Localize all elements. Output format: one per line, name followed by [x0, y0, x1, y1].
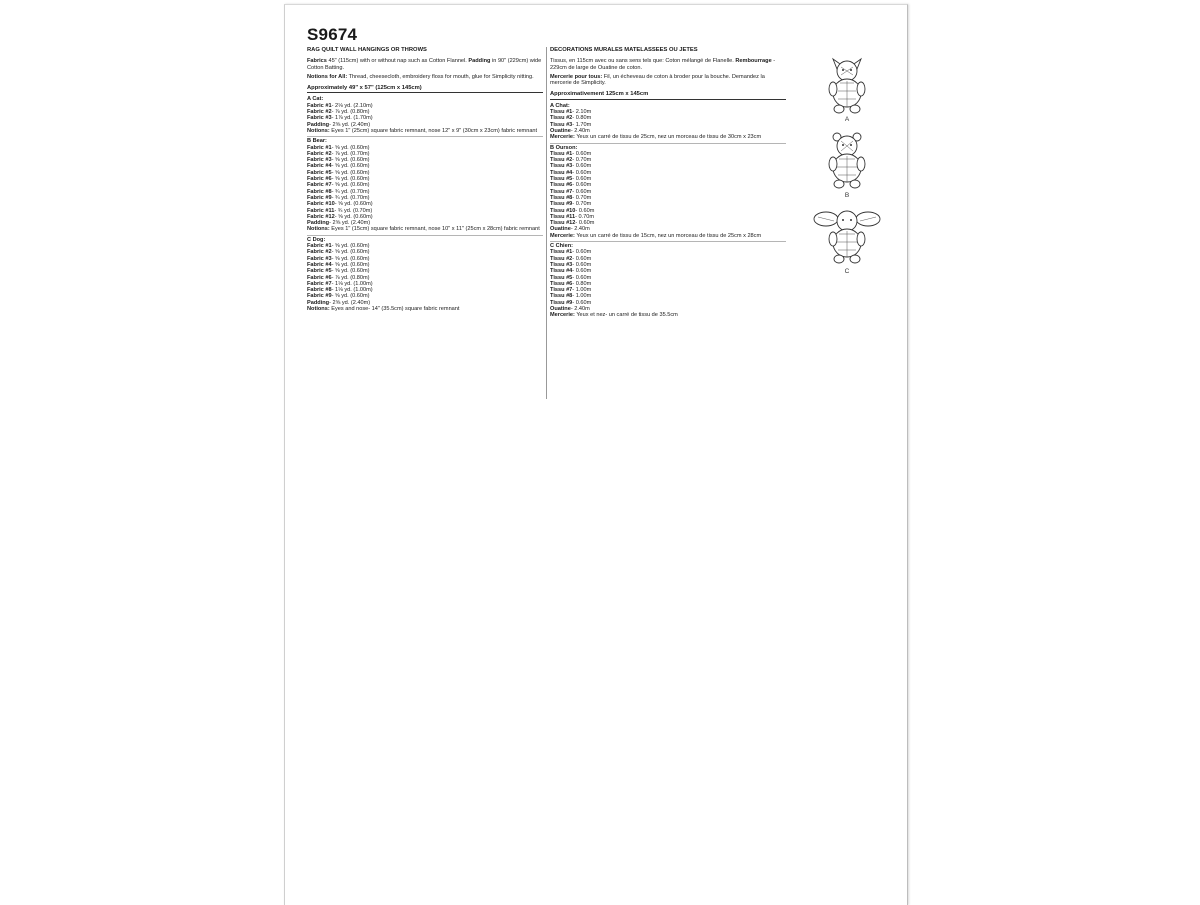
- yardage-value: - 0.60m: [572, 163, 592, 170]
- yardage-value: - ¾ yd. (0.70m): [331, 194, 370, 201]
- english-section: [307, 235, 543, 313]
- section-notions: [307, 306, 543, 312]
- yardage-value: - ⅝ yd. (0.60m): [331, 255, 370, 262]
- section-notions: [550, 134, 786, 140]
- section-notions: [307, 128, 543, 134]
- yardage-value: - 0.70m: [572, 194, 592, 201]
- yardage-value: - 0.60m: [572, 150, 592, 157]
- yardage-value: - 2⅝ yd. (2.40m): [329, 299, 371, 306]
- yardage-label: Tissu #6: [550, 280, 573, 287]
- yardage-value: - 0.60m: [575, 220, 595, 227]
- yardage-label: Padding: [307, 121, 330, 128]
- yardage-value: - ⅞ yd. (0.80m): [331, 109, 370, 116]
- figure-a-label: A: [844, 116, 850, 123]
- yardage-label: Fabric #6: [307, 274, 332, 281]
- yardage-value: - 1.70m: [572, 121, 592, 128]
- yardage-value: - 0.60m: [575, 207, 595, 214]
- yardage-label: Fabric #5: [307, 169, 332, 176]
- yardage-value: - 0.70m: [575, 213, 595, 220]
- yardage-label: Fabric #11: [307, 207, 335, 214]
- yardage-value: - 2⅝ yd. (2.40m): [329, 121, 371, 128]
- french-section: [550, 241, 786, 319]
- yardage-label: Tissu #1: [550, 150, 573, 157]
- section-title: A Chat:: [550, 102, 570, 109]
- section-notions: [550, 233, 786, 239]
- yardage-value: - ⅝ yd. (0.60m): [331, 243, 370, 250]
- french-column: [550, 47, 786, 319]
- yardage-value: - ⅝ yd. (0.60m): [331, 157, 370, 164]
- yardage-value: - ¾ yd. (0.70m): [331, 188, 370, 195]
- english-approx-header: Approximately 49" x 57" (125cm x 145cm): [307, 85, 543, 93]
- yardage-value: - ⅝ yd. (0.60m): [334, 201, 373, 208]
- yardage-value: - 1⅛ yd. (1.00m): [331, 287, 373, 294]
- yardage-value: - ⅞ yd. (0.70m): [331, 150, 370, 157]
- french-section: [550, 143, 786, 239]
- yardage-label: Fabric #7: [307, 182, 332, 189]
- yardage-label: Fabric #5: [307, 268, 332, 275]
- yardage-value: - 2.10m: [572, 109, 592, 116]
- yardage-label: Fabric #12: [307, 213, 335, 220]
- yardage-label: Fabric #1: [307, 243, 332, 250]
- yardage-label: Tissu #2: [550, 115, 573, 122]
- english-sections: [307, 95, 543, 312]
- french-padding-label: Rembourrage: [735, 58, 772, 65]
- cat-quilt-icon: [823, 53, 871, 115]
- yardage-value: - 0.70m: [572, 157, 592, 164]
- yardage-label: Tissu #11: [550, 213, 576, 220]
- yardage-value: - 1⅞ yd. (1.70m): [331, 115, 373, 122]
- yardage-value: - ⅝ yd. (0.60m): [331, 163, 370, 170]
- yardage-label: Fabric #2: [307, 150, 332, 157]
- figure-a: [805, 53, 889, 123]
- french-section: [550, 102, 786, 141]
- section-title: C Dog:: [307, 236, 326, 243]
- yardage-label: Tissu #3: [550, 261, 573, 268]
- yardage-label: Tissu #5: [550, 176, 573, 183]
- yardage-value: - ⅝ yd. (0.60m): [331, 176, 370, 183]
- yardage-label: Fabric #9: [307, 293, 332, 300]
- yardage-label: Tissu #7: [550, 188, 573, 195]
- yardage-label: Tissu #10: [550, 207, 576, 214]
- french-notions-label: Mercerie pour tous:: [550, 73, 603, 80]
- yardage-value: - ⅝ yd. (0.60m): [331, 169, 370, 176]
- section-title: A Cat:: [307, 96, 324, 103]
- french-title: DECORATIONS MURALES MATELASSEES OU JETES: [550, 47, 698, 53]
- pattern-envelope-page: [284, 4, 908, 905]
- yardage-value: - 1.00m: [572, 293, 592, 300]
- yardage-value: - 0.60m: [572, 268, 592, 275]
- yardage-label: Fabric #9: [307, 194, 332, 201]
- yardage-label: Fabric #8: [307, 188, 332, 195]
- yardage-value: - 1⅛ yd. (1.00m): [331, 280, 373, 287]
- yardage-value: - 0.60m: [572, 249, 592, 256]
- french-notions-paragraph: [550, 74, 786, 87]
- yardage-value: - 2.40m: [570, 226, 590, 233]
- yardage-value: - 2⅝ yd. (2.40m): [329, 220, 371, 227]
- yardage-label: Fabric #3: [307, 115, 332, 122]
- yardage-value: - 0.80m: [572, 280, 592, 287]
- yardage-label: Tissu #8: [550, 194, 573, 201]
- yardage-label: Padding: [307, 220, 330, 227]
- section-title: B Bear:: [307, 138, 327, 145]
- yardage-value: - 0.60m: [572, 188, 592, 195]
- yardage-label: Fabric #2: [307, 249, 332, 256]
- yardage-label: Ouatine: [550, 226, 571, 233]
- column-divider: [546, 47, 547, 399]
- yardage-label: Tissu #2: [550, 157, 573, 164]
- figure-c: [805, 205, 889, 275]
- english-fabrics-label: Fabrics: [307, 58, 327, 65]
- figure-b-label: B: [844, 192, 850, 199]
- yardage-label: Fabric #2: [307, 109, 332, 116]
- section-title: C Chien:: [550, 243, 573, 250]
- figure-column: [805, 53, 889, 281]
- yardage-label: Tissu #8: [550, 293, 573, 300]
- yardage-value: - 2⅛ yd. (2.10m): [331, 102, 373, 109]
- yardage-label: Fabric #6: [307, 176, 332, 183]
- yardage-value: - ⅝ yd. (0.60m): [331, 249, 370, 256]
- yardage-value: - ⅝ yd. (0.60m): [334, 213, 373, 220]
- yardage-label: Tissu #3: [550, 121, 573, 128]
- yardage-value: - 1.00m: [572, 287, 592, 294]
- yardage-value: - 2.40m: [570, 127, 590, 134]
- yardage-value: - 0.60m: [572, 261, 592, 268]
- section-notions-label: Notions:: [307, 226, 330, 233]
- section-notions-label: Mercerie:: [550, 312, 575, 319]
- section-notions-label: Mercerie:: [550, 232, 575, 239]
- section-notions-text: Eyes 1" (25cm) square fabric remnant, nose 12" x 9" (30cm x 23cm) fabric remnant: [329, 127, 538, 134]
- section-notions-label: Notions:: [307, 127, 330, 134]
- yardage-label: Tissu #1: [550, 249, 573, 256]
- yardage-label: Tissu #12: [550, 220, 576, 227]
- figure-b: [805, 129, 889, 199]
- english-notions-paragraph: [307, 74, 543, 80]
- yardage-label: Tissu #4: [550, 169, 573, 176]
- section-notions-text: Eyes and nose- 14" (35.5cm) square fabric remnant: [329, 305, 460, 312]
- english-notions-text: Thread, cheesecloth, embroidery floss for mouth, glue for Simplicity nitting.: [347, 73, 534, 80]
- english-section: [307, 95, 543, 134]
- yardage-label: Fabric #1: [307, 102, 332, 109]
- english-fabrics-text: 45" (115cm) with or without nap such as Cotton Flannel.: [326, 58, 469, 65]
- section-notions-text: Yeux un carré de tissu de 15cm, nez un morceau de tissu de 25cm x 28cm: [574, 232, 762, 239]
- yardage-value: - 0.60m: [572, 274, 592, 281]
- yardage-label: Fabric #3: [307, 157, 332, 164]
- yardage-label: Fabric #3: [307, 255, 332, 262]
- english-fabrics-paragraph: [307, 58, 543, 71]
- yardage-label: Fabric #10: [307, 201, 335, 208]
- yardage-value: - 2.40m: [570, 305, 590, 312]
- yardage-label: Tissu #9: [550, 201, 573, 208]
- yardage-label: Tissu #3: [550, 163, 573, 170]
- english-notions-label: Notions for All:: [307, 73, 348, 80]
- yardage-label: Tissu #4: [550, 268, 573, 275]
- yardage-label: Tissu #6: [550, 182, 573, 189]
- french-fabrics-paragraph: [550, 58, 786, 71]
- section-notions-label: Mercerie:: [550, 134, 575, 141]
- yardage-label: Padding: [307, 299, 330, 306]
- english-padding-text: in 90" (229cm) wide Cotton Batting.: [307, 58, 542, 71]
- yardage-label: Fabric #8: [307, 287, 332, 294]
- yardage-label: Tissu #9: [550, 299, 573, 306]
- yardage-value: - ⅝ yd. (0.60m): [331, 182, 370, 189]
- yardage-value: - 0.60m: [572, 255, 592, 262]
- yardage-value: - 0.80m: [572, 115, 592, 122]
- section-notions-text: Yeux et nez- un carré de tissu de 35.5cm: [574, 312, 678, 319]
- french-approx-header: Approximativement 125cm x 145cm: [550, 91, 786, 99]
- bear-quilt-icon: [823, 129, 871, 191]
- yardage-value: - 0.60m: [572, 176, 592, 183]
- french-fabrics-text: Tissus, en 115cm avec ou sans sens tels que: Coton mélangé de Flanelle.: [550, 58, 736, 65]
- yardage-label: Tissu #7: [550, 287, 573, 294]
- section-title: B Ourson:: [550, 144, 578, 151]
- yardage-value: - 0.60m: [572, 169, 592, 176]
- english-section: [307, 136, 543, 232]
- yardage-value: - ⅝ yd. (0.60m): [331, 268, 370, 275]
- yardage-value: - ⅝ yd. (0.60m): [331, 293, 370, 300]
- yardage-label: Tissu #1: [550, 109, 573, 116]
- yardage-label: Fabric #4: [307, 163, 332, 170]
- yardage-label: Ouatine: [550, 127, 571, 134]
- yardage-label: Fabric #7: [307, 280, 332, 287]
- yardage-label: Ouatine: [550, 305, 571, 312]
- yardage-label: Tissu #2: [550, 255, 573, 262]
- yardage-value: - ⅝ yd. (0.60m): [331, 261, 370, 268]
- section-notions-text: Yeux un carré de tissu de 25cm, nez un morceau de tissu de 30cm x 23cm: [574, 134, 762, 141]
- english-column: [307, 47, 543, 312]
- english-title: RAG QUILT WALL HANGINGS OR THROWS: [307, 47, 427, 53]
- yardage-label: Fabric #4: [307, 261, 332, 268]
- yardage-value: - 0.70m: [572, 201, 592, 208]
- english-padding-label: Padding: [468, 58, 491, 65]
- yardage-label: Tissu #5: [550, 274, 573, 281]
- yardage-value: - ¾ yd. (0.70m): [334, 207, 373, 214]
- section-notions-text: Eyes 1" (15cm) square fabric remnant, nose 10" x 11" (25cm x 28cm) fabric remnant: [329, 226, 540, 233]
- figure-c-label: C: [844, 268, 850, 275]
- yardage-value: - ⅝ yd. (0.60m): [331, 144, 370, 151]
- french-sections: [550, 102, 786, 319]
- yardage-label: Fabric #1: [307, 144, 332, 151]
- section-notions: [550, 312, 786, 318]
- yardage-value: - 0.60m: [572, 299, 592, 306]
- yardage-value: - ⅞ yd. (0.80m): [331, 274, 370, 281]
- section-notions-label: Notions:: [307, 305, 330, 312]
- pattern-code: S9674: [307, 25, 358, 44]
- yardage-value: - 0.60m: [572, 182, 592, 189]
- section-notions: [307, 226, 543, 232]
- french-padding-text: - 229cm de large de Ouatine de coton.: [550, 58, 776, 71]
- french-notions-text: Fil, un écheveau de coton à broder pour la bouche. Demandez la mercerie de Simplicity.: [550, 73, 765, 87]
- dog-quilt-icon: [812, 205, 882, 267]
